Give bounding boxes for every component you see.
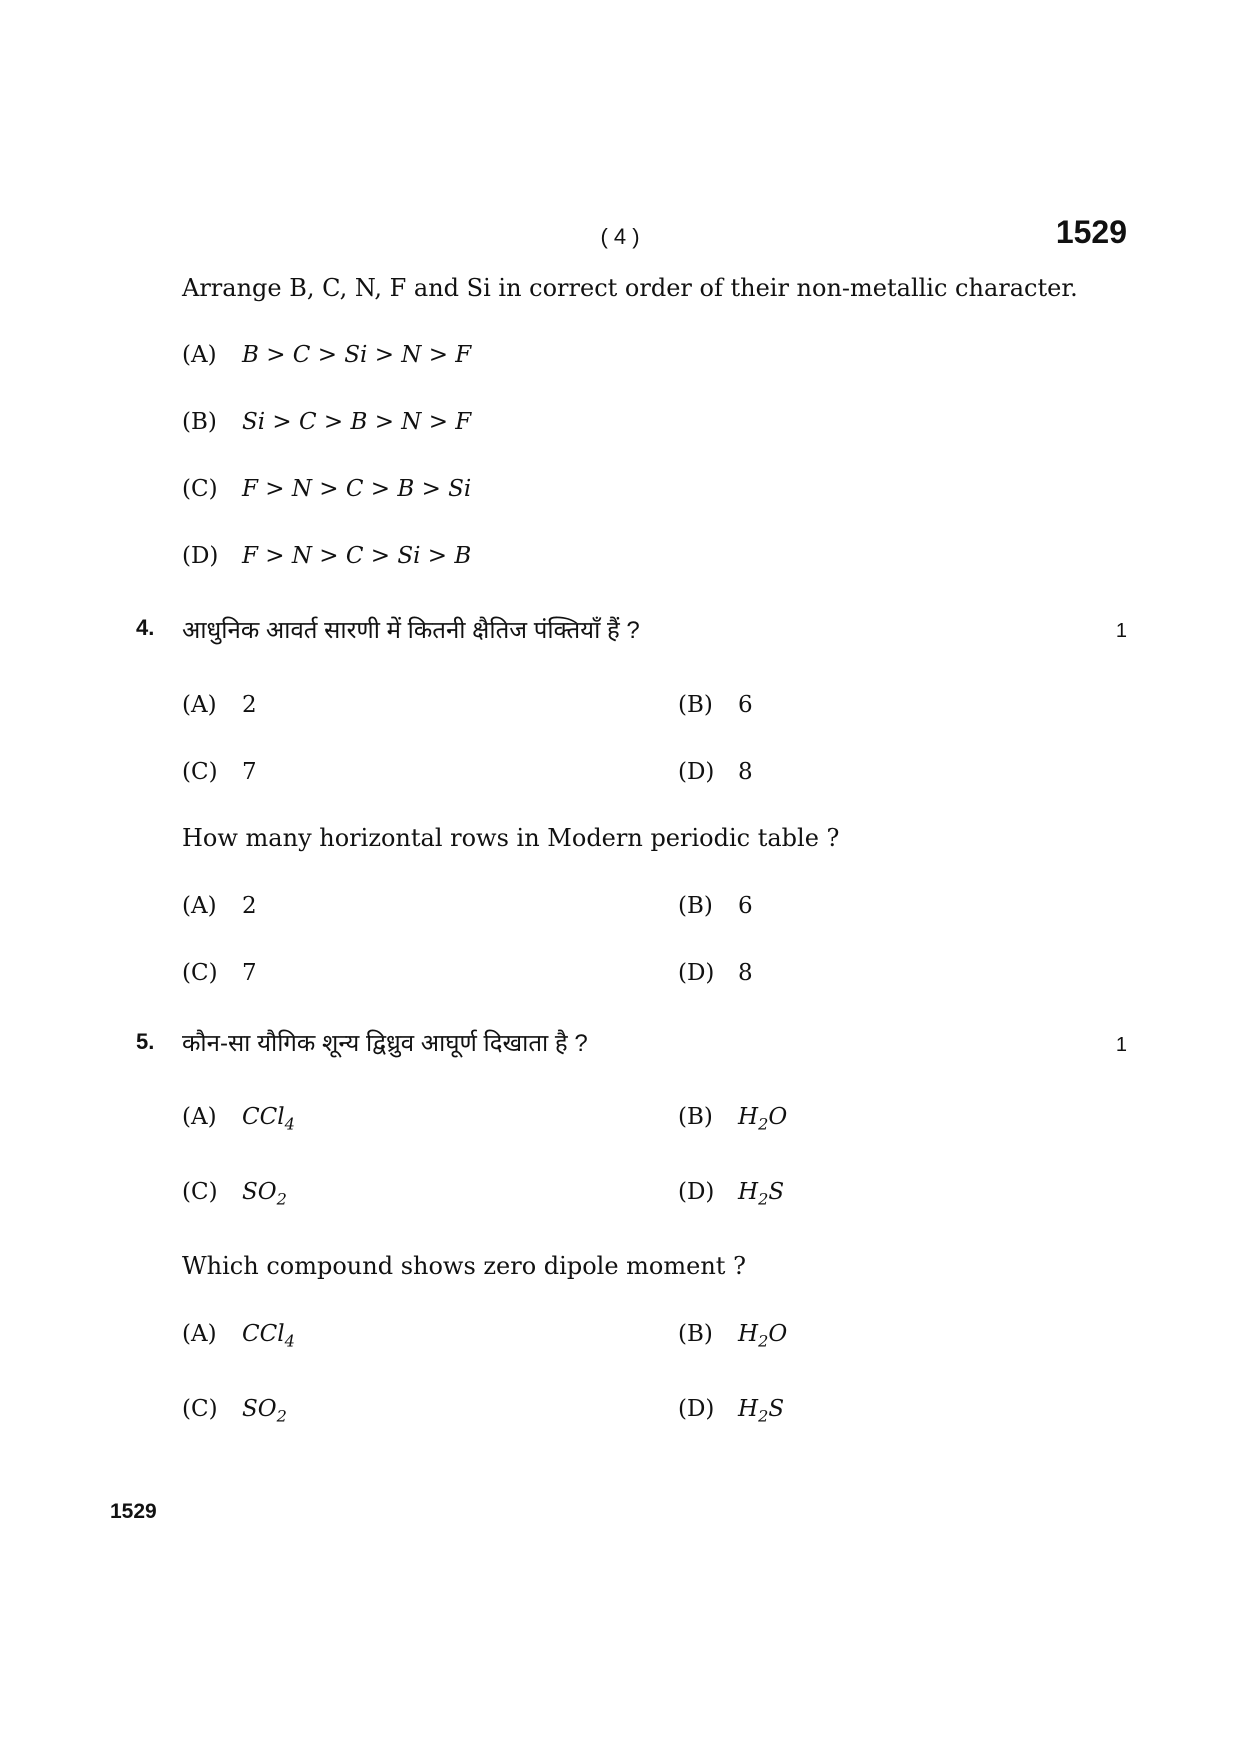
option-label: (C)	[182, 476, 218, 502]
option-label: (C)	[182, 759, 218, 785]
option-value: 8	[738, 960, 753, 986]
q4-hindi-option-b	[678, 692, 753, 718]
option-value: F > N > C > Si > B	[242, 543, 472, 569]
q5-hindi-stem: कौन-सा यौगिक शून्य द्विध्रुव आघूर्ण दिखाता है ?	[182, 1030, 588, 1057]
q5-hindi-option-c	[182, 1179, 287, 1209]
option-label: (C)	[182, 960, 218, 986]
option-value: 2	[242, 692, 257, 718]
option-label: (C)	[182, 1396, 218, 1422]
formula: $H_2O$	[738, 1104, 788, 1134]
page-number: ( 4 )	[600, 224, 640, 249]
q3-option-b	[182, 409, 471, 435]
q4-hindi-option-c	[182, 759, 257, 785]
formula: $H_2S$	[738, 1396, 785, 1426]
q5-english-option-c	[182, 1396, 287, 1426]
q4-marks: 1	[1115, 620, 1127, 642]
option-value: 2	[242, 893, 257, 919]
option-label: (B)	[182, 409, 217, 435]
option-label: (A)	[182, 1321, 217, 1347]
q4-number: 4.	[136, 615, 155, 640]
option-label: (A)	[182, 692, 217, 718]
formula: $H_2O$	[738, 1321, 788, 1351]
option-value: 6	[738, 893, 753, 919]
option-label: (D)	[678, 759, 715, 785]
q4-english-stem: How many horizontal rows in Modern periodic table ?	[182, 824, 840, 852]
paper-code-header: 1529	[1055, 214, 1127, 250]
option-label: (B)	[678, 692, 713, 718]
q4-hindi-option-a	[182, 692, 257, 718]
option-label: (A)	[182, 1104, 217, 1130]
q5-english-option-a	[182, 1321, 295, 1351]
option-label: (A)	[182, 893, 217, 919]
option-label: (B)	[678, 1321, 713, 1347]
formula: $H_2S$	[738, 1179, 785, 1209]
formula: $SO_2$	[242, 1396, 287, 1426]
formula: CCl$_4$	[242, 1321, 295, 1351]
q3-option-c	[182, 476, 471, 502]
option-label: (D)	[678, 1396, 715, 1422]
q4-hindi-stem: आधुनिक आवर्त सारणी में कितनी क्षैतिज पंक्तियाँ हैं ?	[182, 617, 640, 644]
option-label: (D)	[678, 960, 715, 986]
option-value: 6	[738, 692, 753, 718]
q4-english-option-d	[678, 960, 753, 986]
option-value: Si > C > B > N > F	[242, 409, 472, 435]
q5-english-option-d	[678, 1396, 785, 1426]
q4-hindi-option-d	[678, 759, 753, 785]
option-label: (B)	[678, 893, 713, 919]
q4-english-option-c	[182, 960, 257, 986]
q3-option-a	[182, 342, 471, 368]
q5-english-option-b	[678, 1321, 788, 1351]
option-label: (B)	[678, 1104, 713, 1130]
option-label: (D)	[678, 1179, 715, 1205]
q5-marks: 1	[1115, 1034, 1127, 1056]
q4-english-option-a	[182, 893, 257, 919]
q3-option-d	[182, 543, 471, 569]
q5-hindi-option-d	[678, 1179, 785, 1209]
option-value: F > N > C > B > Si	[242, 476, 472, 502]
option-label: (C)	[182, 1179, 218, 1205]
q4-english-option-b	[678, 893, 753, 919]
option-value: 7	[242, 960, 257, 986]
option-label: (A)	[182, 342, 217, 368]
option-label: (D)	[182, 543, 219, 569]
q5-english-stem: Which compound shows zero dipole moment ?	[182, 1252, 746, 1280]
q3-english-stem: Arrange B, C, N, F and Si in correct order of their non-metallic character.	[182, 274, 1078, 302]
paper-code-footer: 1529	[110, 1500, 157, 1523]
option-value: B > C > Si > N > F	[242, 342, 472, 368]
q5-number: 5.	[136, 1029, 155, 1054]
option-value: 8	[738, 759, 753, 785]
q5-hindi-option-b	[678, 1104, 788, 1134]
q5-hindi-option-a	[182, 1104, 295, 1134]
option-value: 7	[242, 759, 257, 785]
formula: CCl$_4$	[242, 1104, 295, 1134]
formula: $SO_2$	[242, 1179, 287, 1209]
